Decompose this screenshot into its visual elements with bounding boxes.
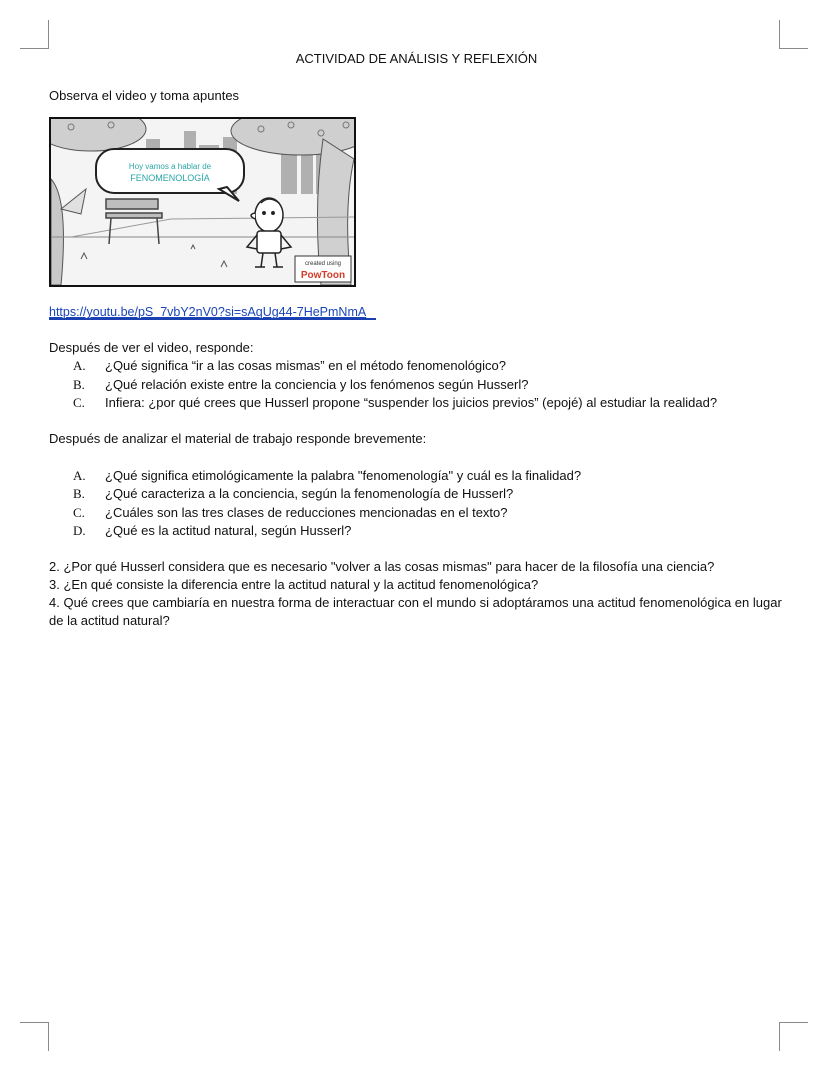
video-illustration — [51, 119, 354, 285]
list-letter: D. — [73, 523, 86, 538]
corner-mark-top-left — [20, 20, 49, 49]
list-text: ¿Qué relación existe entre la conciencia y los fenómenos según Husserl? — [105, 376, 529, 392]
list-letter: C. — [73, 504, 85, 520]
corner-mark-top-right — [779, 20, 808, 49]
list-letter: B. — [73, 376, 85, 392]
list-item — [49, 504, 784, 523]
question-2: 2. ¿Por qué Husserl considera que es necesario "volver a las cosas mismas" para hacer de la filosofía una ciencia? — [49, 558, 715, 574]
list-letter: A. — [73, 358, 86, 373]
list-text: Infiera: ¿por qué crees que Husserl propone “suspender los juicios previos” (epojé) al estudiar la realidad? — [105, 395, 718, 410]
list-item — [49, 394, 784, 413]
badge-top-text: created using — [304, 261, 342, 267]
powtoon-badge — [295, 256, 351, 282]
page-title: ACTIVIDAD DE ANÁLISIS Y REFLEXIÓN — [295, 51, 538, 66]
section1-list — [49, 357, 784, 413]
video-link[interactable]: https://youtu.be/pS_7vbY2nV0?si=sAqUg44-7HePmNmA — [49, 305, 367, 319]
list-letter: B. — [73, 486, 85, 501]
bubble-line-2: FENOMENOLOGÍA — [130, 173, 210, 183]
section1-heading: Después de ver el video, responde: — [49, 340, 254, 355]
question-4: 4. Qué crees que cambiaría en nuestra forma de interactuar con el mundo si adoptáramos una actitud fenomenológica en lugar de la actitud natural? — [49, 594, 782, 628]
list-item — [49, 467, 784, 486]
list-text: ¿Qué es la actitud natural, según Husserl? — [105, 523, 352, 538]
bubble-line-1: Hoy vamos a hablar de — [128, 162, 212, 171]
list-text: ¿Qué significa “ir a las cosas mismas” en el método fenomenológico? — [105, 358, 507, 373]
question-3: 3. ¿En qué consiste la diferencia entre la actitud natural y la actitud fenomenológica? — [49, 576, 539, 592]
list-letter: A. — [73, 467, 86, 483]
list-item — [49, 522, 784, 541]
section2-list — [49, 467, 784, 541]
document-page — [49, 50, 784, 630]
intro-text: Observa el video y toma apuntes — [49, 88, 240, 103]
list-text: ¿Qué caracteriza a la conciencia, según la fenomenología de Husserl? — [105, 486, 514, 501]
speech-bubble — [96, 149, 244, 201]
corner-mark-bottom-right — [779, 1022, 808, 1051]
list-letter: C. — [73, 395, 85, 410]
list-text: ¿Qué significa etimológicamente la palabra "fenomenología" y cuál es la finalidad? — [105, 467, 582, 483]
video-thumbnail[interactable] — [49, 117, 356, 287]
badge-brand-text: PowToon — [300, 270, 346, 281]
numbered-questions — [49, 558, 784, 630]
list-item — [49, 485, 784, 504]
section2-heading: Después de analizar el material de trabajo responde brevemente: — [49, 430, 427, 446]
corner-mark-bottom-left — [20, 1022, 49, 1051]
list-text: ¿Cuáles son las tres clases de reducciones mencionadas en el texto? — [105, 504, 508, 520]
list-item — [49, 357, 784, 376]
list-item — [49, 376, 784, 395]
